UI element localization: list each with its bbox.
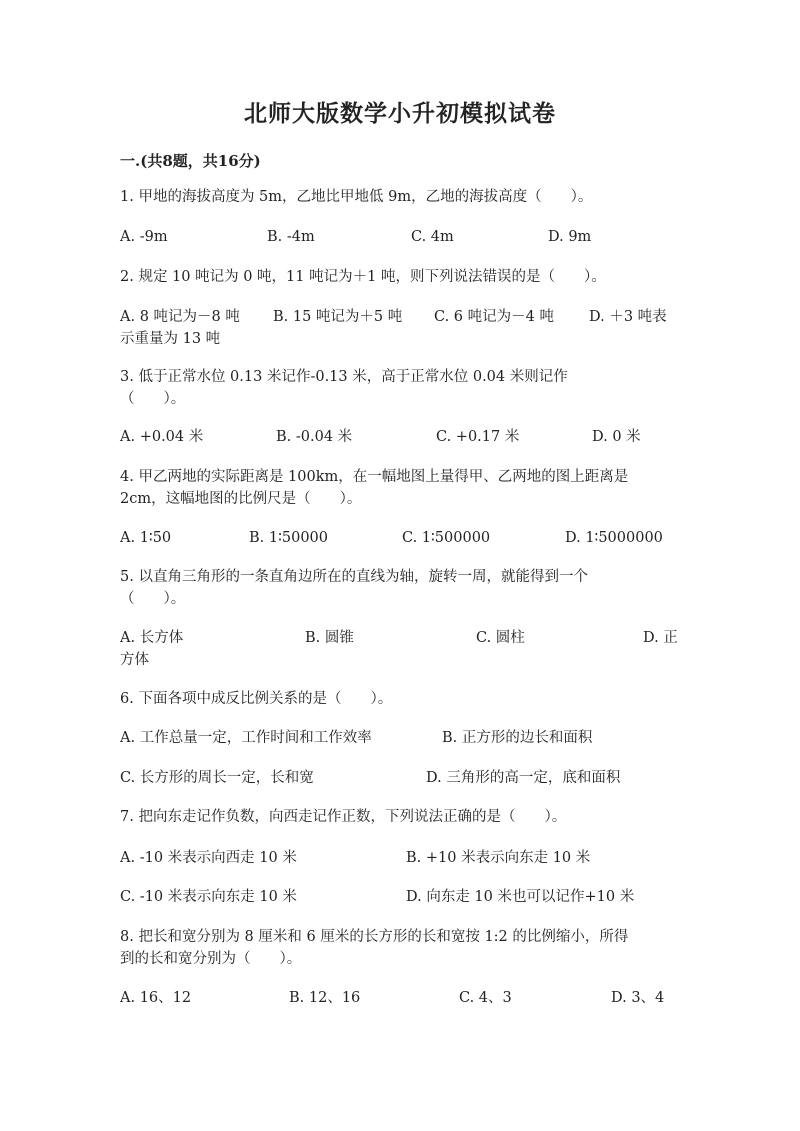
question-2-option-wrap: 示重量为 13 吨 [120,331,221,347]
question-5-option-a: A. 长方体 [120,630,184,646]
question-4-option-c: C. 1∶500000 [402,530,491,546]
section-heading: 一.(共8题，共16分) [120,152,261,170]
question-2-stem: 2. 规定 10 吨记为 0 吨，11 吨记为＋1 吨，则下列说法错误的是（ ）。 [120,269,606,285]
question-7-stem: 7. 把向东走记作负数，向西走记作正数，下列说法正确的是（ ）。 [120,809,567,825]
question-5-option-d: D. 正 [643,630,678,646]
question-8-stem-wrap: 到的长和宽分别为（ ）。 [120,951,302,967]
question-7-option-d: D. 向东走 10 米也可以记作+10 米 [406,889,635,905]
question-6-option-d: D. 三角形的高一定，底和面积 [426,770,621,786]
question-8-option-d: D. 3、4 [611,990,665,1006]
question-5-option-b: B. 圆锥 [305,630,354,646]
question-2-option-c: C. 6 吨记为－4 吨 [434,309,554,325]
question-2-option-d: D. ＋3 吨表 [589,309,667,325]
question-4-option-b: B. 1∶50000 [249,530,328,546]
question-1-option-c: C. 4m [411,229,454,245]
question-4-option-d: D. 1∶5000000 [565,530,663,546]
question-5-stem: 5. 以直角三角形的一条直角边所在的直线为轴，旋转一周，就能得到一个 [120,569,588,585]
question-2-option-b: B. 15 吨记为＋5 吨 [273,309,403,325]
question-1-option-b: B. -4m [267,229,315,245]
question-4-option-a: A. 1∶50 [120,530,172,546]
question-1-option-a: A. -9m [120,229,168,245]
question-5-option-wrap: 方体 [120,652,149,668]
page-title: 北师大版数学小升初模拟试卷 [244,100,556,127]
question-6-stem: 6. 下面各项中成反比例关系的是（ ）。 [120,691,393,707]
question-7-option-c: C. -10 米表示向东走 10 米 [120,889,297,905]
question-6-option-b: B. 正方形的边长和面积 [442,730,593,746]
question-3-option-d: D. 0 米 [592,429,641,445]
question-3-option-c: C. +0.17 米 [436,429,520,445]
question-1-option-d: D. 9m [548,229,592,245]
question-3-option-a: A. +0.04 米 [120,429,204,445]
question-3-option-b: B. -0.04 米 [276,429,353,445]
question-3-stem: 3. 低于正常水位 0.13 米记作-0.13 米，高于正常水位 0.04 米则记作 [120,369,568,385]
question-8-option-b: B. 12、16 [289,990,361,1006]
question-4-stem-wrap: 2cm，这幅地图的比例尺是（ ）。 [120,491,362,507]
question-7-option-b: B. +10 米表示向东走 10 米 [406,850,591,866]
question-3-stem-wrap: （ ）。 [120,391,186,407]
question-8-option-c: C. 4、3 [459,990,512,1006]
question-4-stem: 4. 甲乙两地的实际距离是 100km，在一幅地图上量得甲、乙两地的图上距离是 [120,469,629,485]
question-7-option-a: A. -10 米表示向西走 10 米 [120,850,297,866]
question-2-option-a: A. 8 吨记为－8 吨 [120,309,240,325]
question-6-option-c: C. 长方形的周长一定，长和宽 [120,770,314,786]
question-8-stem: 8. 把长和宽分别为 8 厘米和 6 厘米的长方形的长和宽按 1:2 的比例缩小，所得 [120,929,629,945]
question-8-option-a: A. 16、12 [120,990,192,1006]
question-5-stem-wrap: （ ）。 [120,591,186,607]
question-5-option-c: C. 圆柱 [476,630,525,646]
question-1-stem: 1. 甲地的海拔高度为 5m，乙地比甲地低 9m，乙地的海拔高度（ ）。 [120,189,593,205]
question-6-option-a: A. 工作总量一定，工作时间和工作效率 [120,730,372,746]
